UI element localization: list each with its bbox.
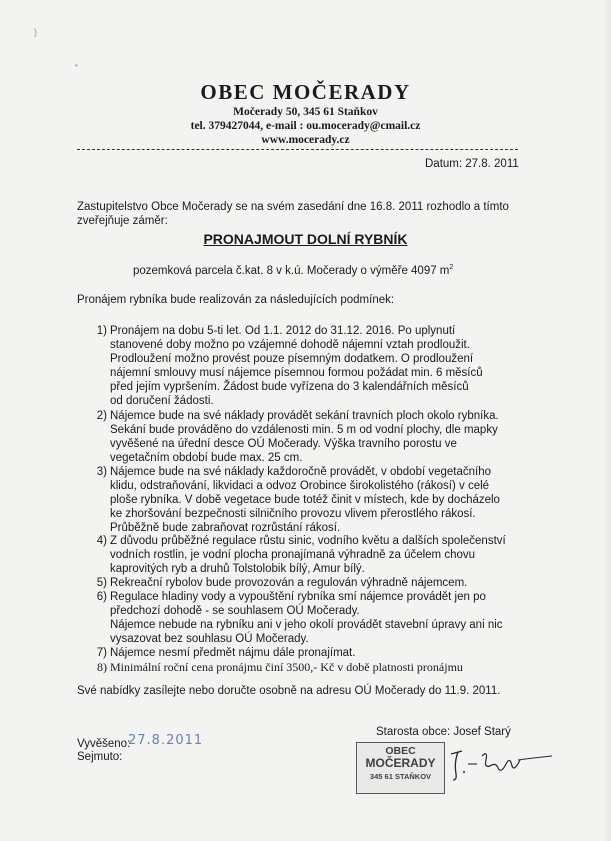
removed-label: Sejmuto: (77, 751, 123, 763)
condition-text (110, 576, 467, 590)
condition-line: vodních rostlin, je vodní plocha pronajímaná výhradně za účelem chovu (110, 549, 476, 561)
parcel-info (133, 264, 453, 278)
official-stamp (356, 742, 445, 794)
municipality-title: OBEC MOČERADY (200, 80, 411, 104)
letterhead-web: www.mocerady.cz (261, 134, 350, 146)
intro-paragraph (77, 200, 509, 228)
condition-line: ploše rybníka. V době vegetace bude totéž činit v místech, kde by docházelo (110, 494, 500, 506)
condition-line: vegetačním období bude max. 25 cm. (110, 452, 303, 464)
condition-line: klidu, odstraňování, likvidaci a odvoz Orobince širokolistého (rákosí) v celé (110, 480, 490, 492)
condition-line: nájemní smlouvy musí nájemce písemnou formou požádat min. 6 měsíců (110, 367, 483, 379)
condition-number: 7) (96, 647, 107, 659)
letterhead-contact: tel. 379427044, e-mail : ou.mocerady@cmail.cz (190, 120, 421, 132)
parcel-text: pozemková parcela č.kat. 8 v k.ú. Močerady o výměře 4097 m (133, 265, 450, 277)
condition-text (110, 646, 355, 660)
scan-mark: ) (34, 27, 37, 37)
condition-line: Průběžně bude zabraňovat rozrůstání rákosí. (110, 522, 341, 534)
closing-paragraph: Své nabídky zasílejte nebo doručte osobně na adresu OÚ Močerady do 11.9. 2011. (77, 685, 501, 697)
document-date: Datum: 27.8. 2011 (425, 158, 519, 170)
condition-line: Nájemce bude na své náklady provádět sekání travních ploch okolo rybníka. (110, 410, 499, 422)
parcel-unit-exponent: 2 (449, 264, 454, 271)
condition-line: Nájemce nebude na rybníku ani v jeho okolí provádět stavební úpravy ani nic (110, 619, 503, 631)
condition-line: Regulace hladiny vody a vypouštění rybníka smí nájemce provádět jen po (110, 591, 486, 603)
condition-line: Rekreační rybolov bude provozován a regulován výhradně nájemcem. (110, 577, 468, 589)
posted-date-handwritten: 27.8.2011 (128, 733, 204, 748)
stamp-line: 345 61 STAŇKOV (369, 772, 432, 781)
condition-line: Nájemce bude na své náklady každoročně provádět, v období vegetačního (110, 466, 492, 478)
letterhead-divider (77, 149, 518, 150)
condition-line: Pronájem na dobu 5-ti let. Od 1.1. 2012 do 31.12. 2016. Po uplynutí (110, 325, 456, 337)
condition-text (110, 660, 463, 674)
stamp-line: OBEC (385, 745, 416, 757)
condition-text (110, 409, 499, 465)
condition-number: 1) (96, 325, 107, 337)
intro-line: zveřejňuje záměr: (77, 215, 168, 227)
condition-number: 8) (97, 660, 107, 674)
condition-line: předchozí dohodě - se souhlasem OÚ Močerady. (110, 605, 360, 617)
condition-number: 6) (96, 591, 107, 603)
condition-line: kaprovitých ryb a druhů Tolstolobik bílý, Amur bílý. (110, 563, 365, 575)
condition-number: 2) (96, 410, 107, 422)
intro-line: Zastupitelstvo Obce Močerady se na svém zasedání dne 16.8. 2011 rozhodlo a tímto (77, 201, 509, 213)
condition-line: vysazovat bez souhlasu OÚ Močerady. (110, 633, 309, 645)
posted-label: Vyvěšeno: (77, 738, 131, 750)
condition-line: ke zhoršování bezpečnosti silničního provozu vlivem přerostlého rákosí. (110, 508, 476, 520)
letterhead-contacts (0, 105, 611, 147)
condition-number: 5) (96, 577, 107, 589)
condition-text (110, 534, 506, 576)
condition-line: od doručení žádosti. (110, 395, 214, 407)
stamp-line: MOČERADY (365, 756, 436, 770)
condition-line: Sekání bude prováděno do vzdálenosti min. 5 m od vodní plochy, dle mapky (110, 424, 498, 436)
condition-line: stanovené doby možno po vzájemné dohodě nájemní vztah prodloužit. (110, 339, 470, 351)
condition-line: Nájemce nesmí předmět nájmu dále pronajímat. (110, 647, 356, 659)
condition-line: vyvěšené na úřední desce OÚ Močerady. Výška travního porostu ve (110, 438, 457, 450)
notice-heading: PRONAJMOUT DOLNÍ RYBNÍK (203, 231, 408, 247)
condition-line: Z důvodu průběžné regulace růstu sinic, vodního květu a dalších společenství (110, 535, 506, 547)
condition-number: 4) (96, 535, 107, 547)
condition-text (110, 590, 503, 646)
conditions-intro: Pronájem rybníka bude realizován za následujících podmínek: (77, 294, 395, 306)
condition-line: Prodloužení možno provést pouze písemným dodatkem. O prodloužení (110, 353, 474, 365)
condition-text (110, 324, 483, 408)
letterhead-address: Močerady 50, 345 61 Staňkov (233, 106, 378, 118)
condition-line: před jejím vypršením. Žádost bude vyřízena do 3 kalendářních měsíců (110, 381, 469, 393)
mayor-name: Starosta obce: Josef Starý (376, 726, 511, 738)
condition-number: 3) (96, 466, 107, 478)
scan-mark: • (75, 61, 78, 70)
mayor-signature (448, 744, 558, 784)
condition-text (110, 465, 500, 535)
condition-line: Minimální roční cena pronájmu činí 3500,- Kč v době platnosti pronájmu (110, 660, 463, 674)
